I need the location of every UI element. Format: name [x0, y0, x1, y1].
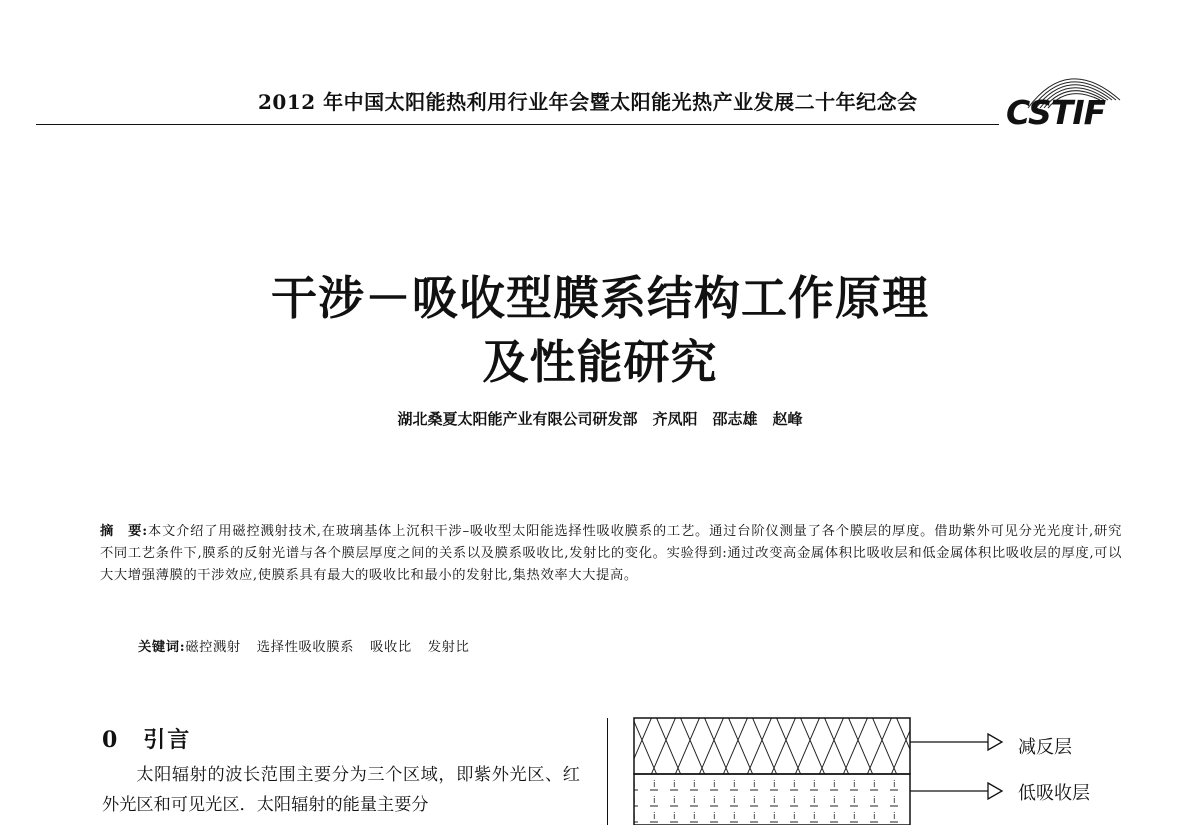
layer-label-low-absorption: 低吸收层	[1018, 783, 1090, 804]
arrow-icon	[988, 734, 1002, 750]
abstract-label: 摘 要:	[100, 524, 148, 539]
keyword: 吸收比	[370, 640, 412, 655]
keyword: 磁控溅射	[185, 640, 241, 655]
header-rule	[36, 124, 999, 125]
abstract	[100, 521, 1122, 586]
section-paragraph: 太阳辐射的波长范围主要分为三个区域，即紫外光区、红外光区和可见光区．太阳辐射的能量主要分	[102, 765, 580, 815]
low-absorption-layer	[634, 774, 910, 825]
author-line: 湖北桑夏太阳能产业有限公司研发部 齐凤阳 邵志雄 赵峰	[397, 410, 803, 428]
arrow-icon	[988, 783, 1002, 799]
keyword: 选择性吸收膜系	[256, 640, 355, 655]
conference-header: 2012 年中国太阳能热利用行业年会暨太阳能光热产业发展二十年纪念会	[258, 90, 918, 114]
layer-label-antireflection: 减反层	[1018, 737, 1072, 758]
paper-title-line2: 及性能研究	[482, 335, 718, 389]
cstif-logo-text: CSTIF	[1006, 93, 1106, 132]
section-heading: 0 引言	[102, 727, 192, 753]
paper-title-line1: 干涉－吸收型膜系结构工作原理	[271, 271, 929, 325]
abstract-text: 本文介绍了用磁控溅射技术,在玻璃基体上沉积干涉–吸收型太阳能选择性吸收膜系的工艺。通过台阶仪测量了各个膜层的厚度。借助紫外可见分光光度计,研究不同工艺条件下,膜系的反射光谱与各个膜层厚度之间的关系以及膜系吸收比,发射比的变化。实验得到:通过改变高金属体积比吸收层和低金属体积比吸收层的厚度,可以大大增强薄膜的干涉效应,使膜系具有最大的吸收比和最小的发射比,集热效率大大提高。	[100, 524, 1123, 583]
keywords	[138, 636, 485, 655]
column-divider	[607, 718, 608, 825]
film-layer-diagram	[630, 712, 1150, 825]
antireflection-layer	[634, 718, 910, 774]
keyword: 发射比	[427, 640, 470, 655]
keywords-label: 关键词:	[138, 640, 186, 655]
